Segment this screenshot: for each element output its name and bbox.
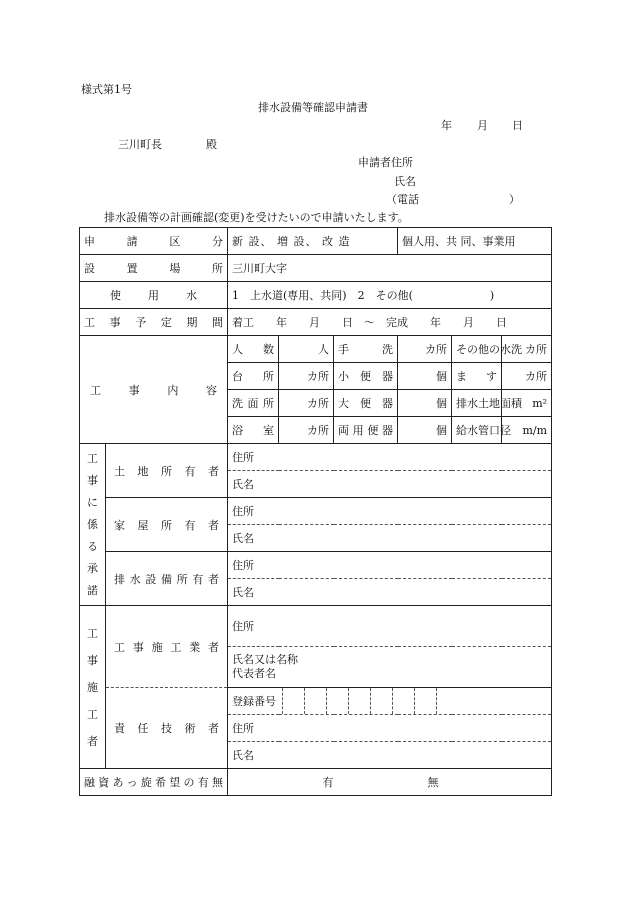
drain-owner-address[interactable]: 住所 [228,552,552,579]
usage-type-options[interactable]: 個人用、共 同、事業用 [398,228,552,255]
content-item: 大便器 [334,390,398,417]
consent-drain-address-row [80,552,552,579]
contractor-section-label: 工 事 施 工 者 [80,606,106,769]
registration-field[interactable] [228,688,552,715]
schedule-value[interactable]: 着工 年 月 日 ～ 完成 年 月 日 [228,309,552,336]
registration-number-boxes[interactable] [282,688,437,714]
content-item: 人数 [228,336,279,363]
content-item: 洗面所 [228,390,279,417]
schedule-label: 工事予定期間 [80,309,228,336]
content-unit[interactable]: カ所 [502,363,552,390]
content-row-1 [80,336,552,363]
house-owner-name[interactable]: 氏名 [228,525,552,552]
content-item: 排水土地面積 [452,390,502,417]
content-unit[interactable]: カ所 [398,336,452,363]
contractor-name-field[interactable] [228,647,552,688]
land-owner-address[interactable]: 住所 [228,444,552,471]
engineer-registration-row [80,688,552,715]
consent-house-address-row [80,498,552,525]
water-label: 使用水 [80,282,228,309]
engineer-label: 責任技術者 [106,688,228,769]
loan-options[interactable] [228,769,552,796]
loan-row [80,769,552,796]
application-form-table [79,227,552,796]
house-owner-address[interactable]: 住所 [228,498,552,525]
content-label: 工事内容 [80,336,228,444]
consent-land-address-row [80,444,552,471]
content-unit[interactable]: カ所 [279,417,334,444]
engineer-name[interactable]: 氏名 [228,742,552,769]
contractor-address-row [80,606,552,647]
land-owner-name[interactable]: 氏名 [228,471,552,498]
content-unit[interactable]: カ所 [279,390,334,417]
content-item: 台所 [228,363,279,390]
content-unit[interactable]: カ所 [502,336,552,363]
location-label: 設置場所 [80,255,228,282]
location-value[interactable]: 三川町大字 [228,255,552,282]
row-schedule [80,309,552,336]
registration-label: 登録番号 [232,695,276,708]
form-title: 排水設備等確認申請書 [258,101,368,114]
applicant-address-label: 申請者住所 [358,156,413,169]
loan-no[interactable]: 無 [427,776,439,789]
row-water [80,282,552,309]
application-statement: 排水設備等の計画確認(変更)を受けたいので申請いたします。 [104,211,409,224]
content-item: その他の水洗 [452,336,502,363]
content-unit[interactable]: 人 [279,336,334,363]
date-day: 日 [512,119,523,132]
date-month: 月 [477,119,488,132]
drain-owner-name[interactable]: 氏名 [228,579,552,606]
phone-close: ） [509,193,520,206]
content-item: 浴室 [228,417,279,444]
drain-owner-label: 排水設備所有者 [106,552,228,606]
engineer-address[interactable]: 住所 [228,715,552,742]
loan-label: 融資あっ旋希望の有無 [80,769,228,796]
content-unit[interactable]: 個 [398,363,452,390]
content-item: 給水管口径 [452,417,502,444]
house-owner-label: 家屋所有者 [106,498,228,552]
content-unit[interactable]: 個 [398,390,452,417]
land-owner-label: 土地所有者 [106,444,228,498]
honorific: 殿 [206,138,217,151]
contractor-representative-label: 代表者名 [232,667,276,680]
contractor-company-label: 工事施工業者 [106,606,228,688]
consent-section-label: 工 事 に 係 る 承 諾 [80,444,106,606]
row-application-type [80,228,552,255]
loan-yes[interactable]: 有 [322,776,334,789]
content-unit[interactable]: m² [502,390,552,417]
phone-open: （電話 [386,193,419,206]
content-item: 小便器 [334,363,398,390]
row-location [80,255,552,282]
addressee: 三川町長 [118,138,162,151]
construction-type-options[interactable]: 新 設、 増 設、 改 造 [228,228,398,255]
content-unit[interactable]: 個 [398,417,452,444]
form-number: 様式第1号 [81,83,132,96]
contractor-address[interactable]: 住所 [228,606,552,647]
application-type-label: 申請区分 [80,228,228,255]
content-unit[interactable]: m/m [502,417,552,444]
water-value[interactable]: 1 上水道(専用、共同) 2 その他( ) [228,282,552,309]
applicant-name-label: 氏名 [394,175,416,188]
date-year: 年 [441,119,452,132]
content-unit[interactable]: カ所 [279,363,334,390]
content-item: ます [452,363,502,390]
content-item: 手洗 [334,336,398,363]
contractor-name-label: 氏名又は名称 [232,653,298,666]
content-item: 両用便器 [334,417,398,444]
